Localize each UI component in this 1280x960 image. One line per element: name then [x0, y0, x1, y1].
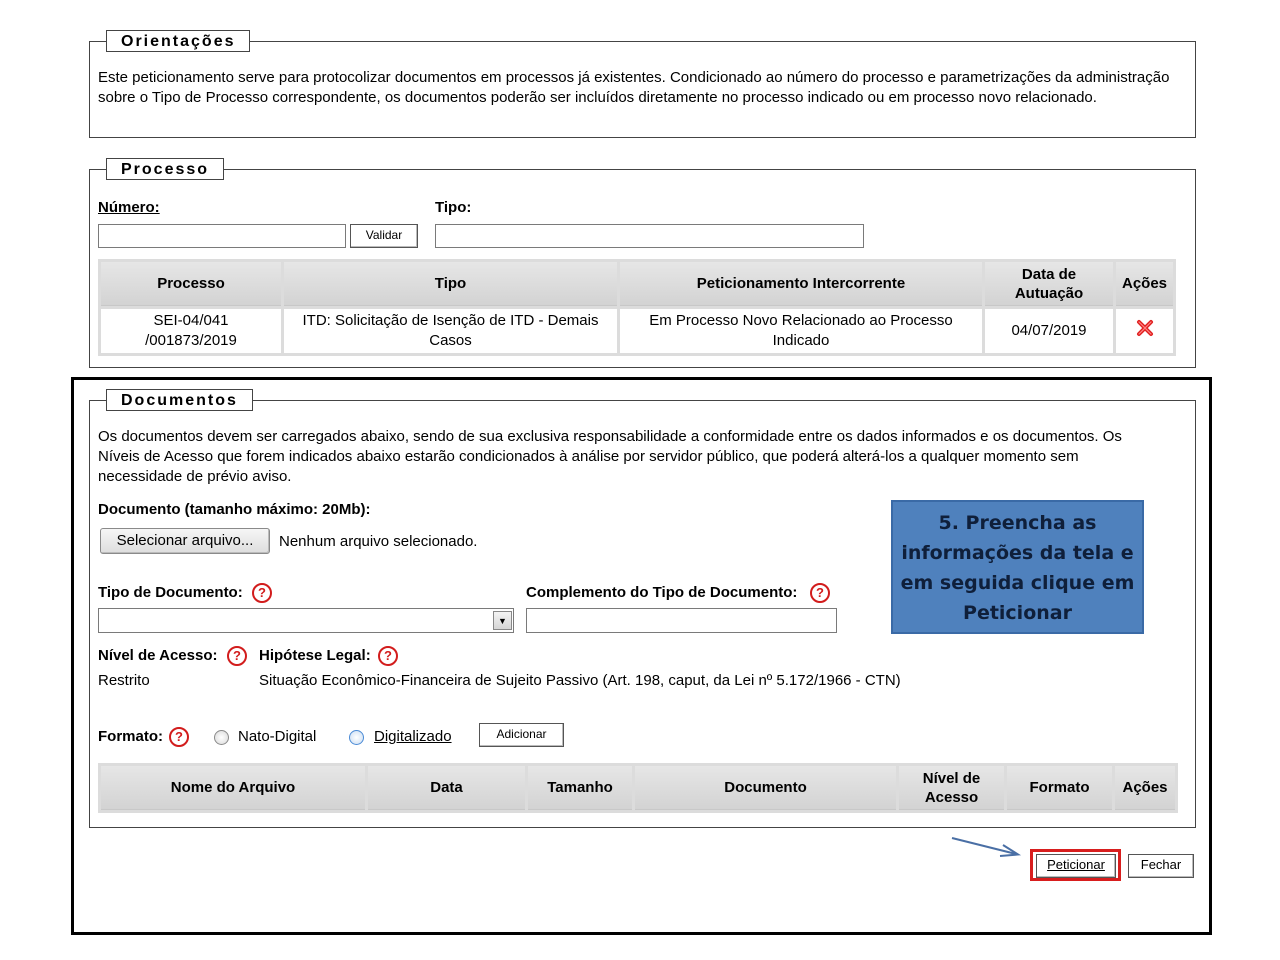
orientacoes-fieldset [89, 33, 1196, 138]
col-peticionamento: Peticionamento Intercorrente [620, 262, 982, 306]
selecionar-arquivo-button[interactable]: Selecionar arquivo... [100, 528, 270, 554]
help-icon[interactable]: ? [227, 646, 247, 666]
adicionar-button[interactable]: Adicionar [479, 723, 564, 747]
radio-digitalizado[interactable] [349, 730, 364, 745]
tipo-documento-label: Tipo de Documento: [98, 584, 243, 601]
cell-tipo: ITD: Solicitação de Isenção de ITD - Demais Casos [284, 309, 617, 353]
cell-data: 04/07/2019 [985, 309, 1113, 353]
table-row [101, 309, 1173, 353]
hipotese-legal-value: Situação Econômico-Financeira de Sujeito Passivo (Art. 198, caput, da Lei nº 5.172/1966 - CTN) [259, 672, 901, 689]
chevron-down-icon[interactable]: ▼ [493, 611, 512, 630]
col-nivel-acesso: Nível de Acesso [899, 766, 1004, 810]
documentos-text: Os documentos devem ser carregados abaixo, sendo de sua exclusiva responsabilidade a conformidade entre os dados informados e os documentos. Os Níveis de Acesso que forem indicados abaixo estarão condicionados à análise por servidor público, que poderá alterá-los a qualquer momento sem necessidade de prévio aviso. [98, 428, 1122, 485]
tipo-input[interactable] [435, 224, 864, 248]
digitalizado-label[interactable]: Digitalizado [374, 728, 452, 745]
numero-input[interactable] [98, 224, 346, 248]
validar-button[interactable]: Validar [350, 224, 418, 248]
tipo-documento-select[interactable] [98, 608, 514, 633]
help-icon[interactable]: ? [169, 727, 189, 747]
col-processo: Processo [101, 262, 281, 306]
cell-peticionamento: Em Processo Novo Relacionado ao Processo Indicado [620, 309, 982, 353]
complemento-input[interactable] [526, 608, 837, 633]
numero-label: Número: [98, 199, 160, 216]
nato-digital-label[interactable]: Nato-Digital [238, 728, 317, 745]
instruction-callout: 5. Preencha as informações da tela e em seguida clique em Peticionar [891, 500, 1144, 634]
nivel-acesso-value: Restrito [98, 672, 150, 689]
processo-table [98, 259, 1176, 356]
processo-fieldset [89, 161, 1196, 368]
tipo-label: Tipo: [435, 199, 472, 216]
col-tamanho: Tamanho [528, 766, 632, 810]
orientacoes-text: Este peticionamento serve para protocolizar documentos em processos já existentes. Condicionado ao número do processo e parametrizações da administração sobre o Tipo de Processo correspondente, os documentos poderão ser incluídos diretamente no processo indicado ou em processo novo relacionado. [98, 69, 1170, 106]
documento-label: Documento (tamanho máximo: 20Mb): [98, 501, 371, 518]
cell-acoes [1116, 309, 1173, 353]
col-nome-arquivo: Nome do Arquivo [101, 766, 365, 810]
help-icon[interactable]: ? [252, 583, 272, 603]
col-acoes: Ações [1115, 766, 1175, 810]
processo-legend: Processo [106, 158, 224, 180]
col-documento: Documento [635, 766, 896, 810]
col-formato: Formato [1007, 766, 1112, 810]
documentos-legend: Documentos [106, 389, 253, 411]
documentos-table [98, 763, 1178, 813]
delete-icon[interactable] [1135, 318, 1155, 338]
arrow-icon [948, 834, 1024, 860]
formato-label: Formato: [98, 728, 163, 745]
col-data: Data [368, 766, 525, 810]
file-status: Nenhum arquivo selecionado. [279, 533, 478, 550]
col-acoes: Ações [1116, 262, 1173, 306]
help-icon[interactable]: ? [810, 583, 830, 603]
radio-nato-digital[interactable] [214, 730, 229, 745]
nivel-acesso-label: Nível de Acesso: [98, 647, 218, 664]
help-icon[interactable]: ? [378, 646, 398, 666]
hipotese-legal-label: Hipótese Legal: [259, 647, 371, 664]
peticionar-button[interactable]: Peticionar [1036, 854, 1116, 878]
fechar-button[interactable]: Fechar [1128, 854, 1194, 878]
complemento-label: Complemento do Tipo de Documento: [526, 584, 798, 601]
col-tipo: Tipo [284, 262, 617, 306]
cell-processo: SEI-04/041 /001873/2019 [101, 309, 281, 353]
orientacoes-legend: Orientações [106, 30, 250, 52]
col-data-autuacao: Data de Autuação [985, 262, 1113, 306]
